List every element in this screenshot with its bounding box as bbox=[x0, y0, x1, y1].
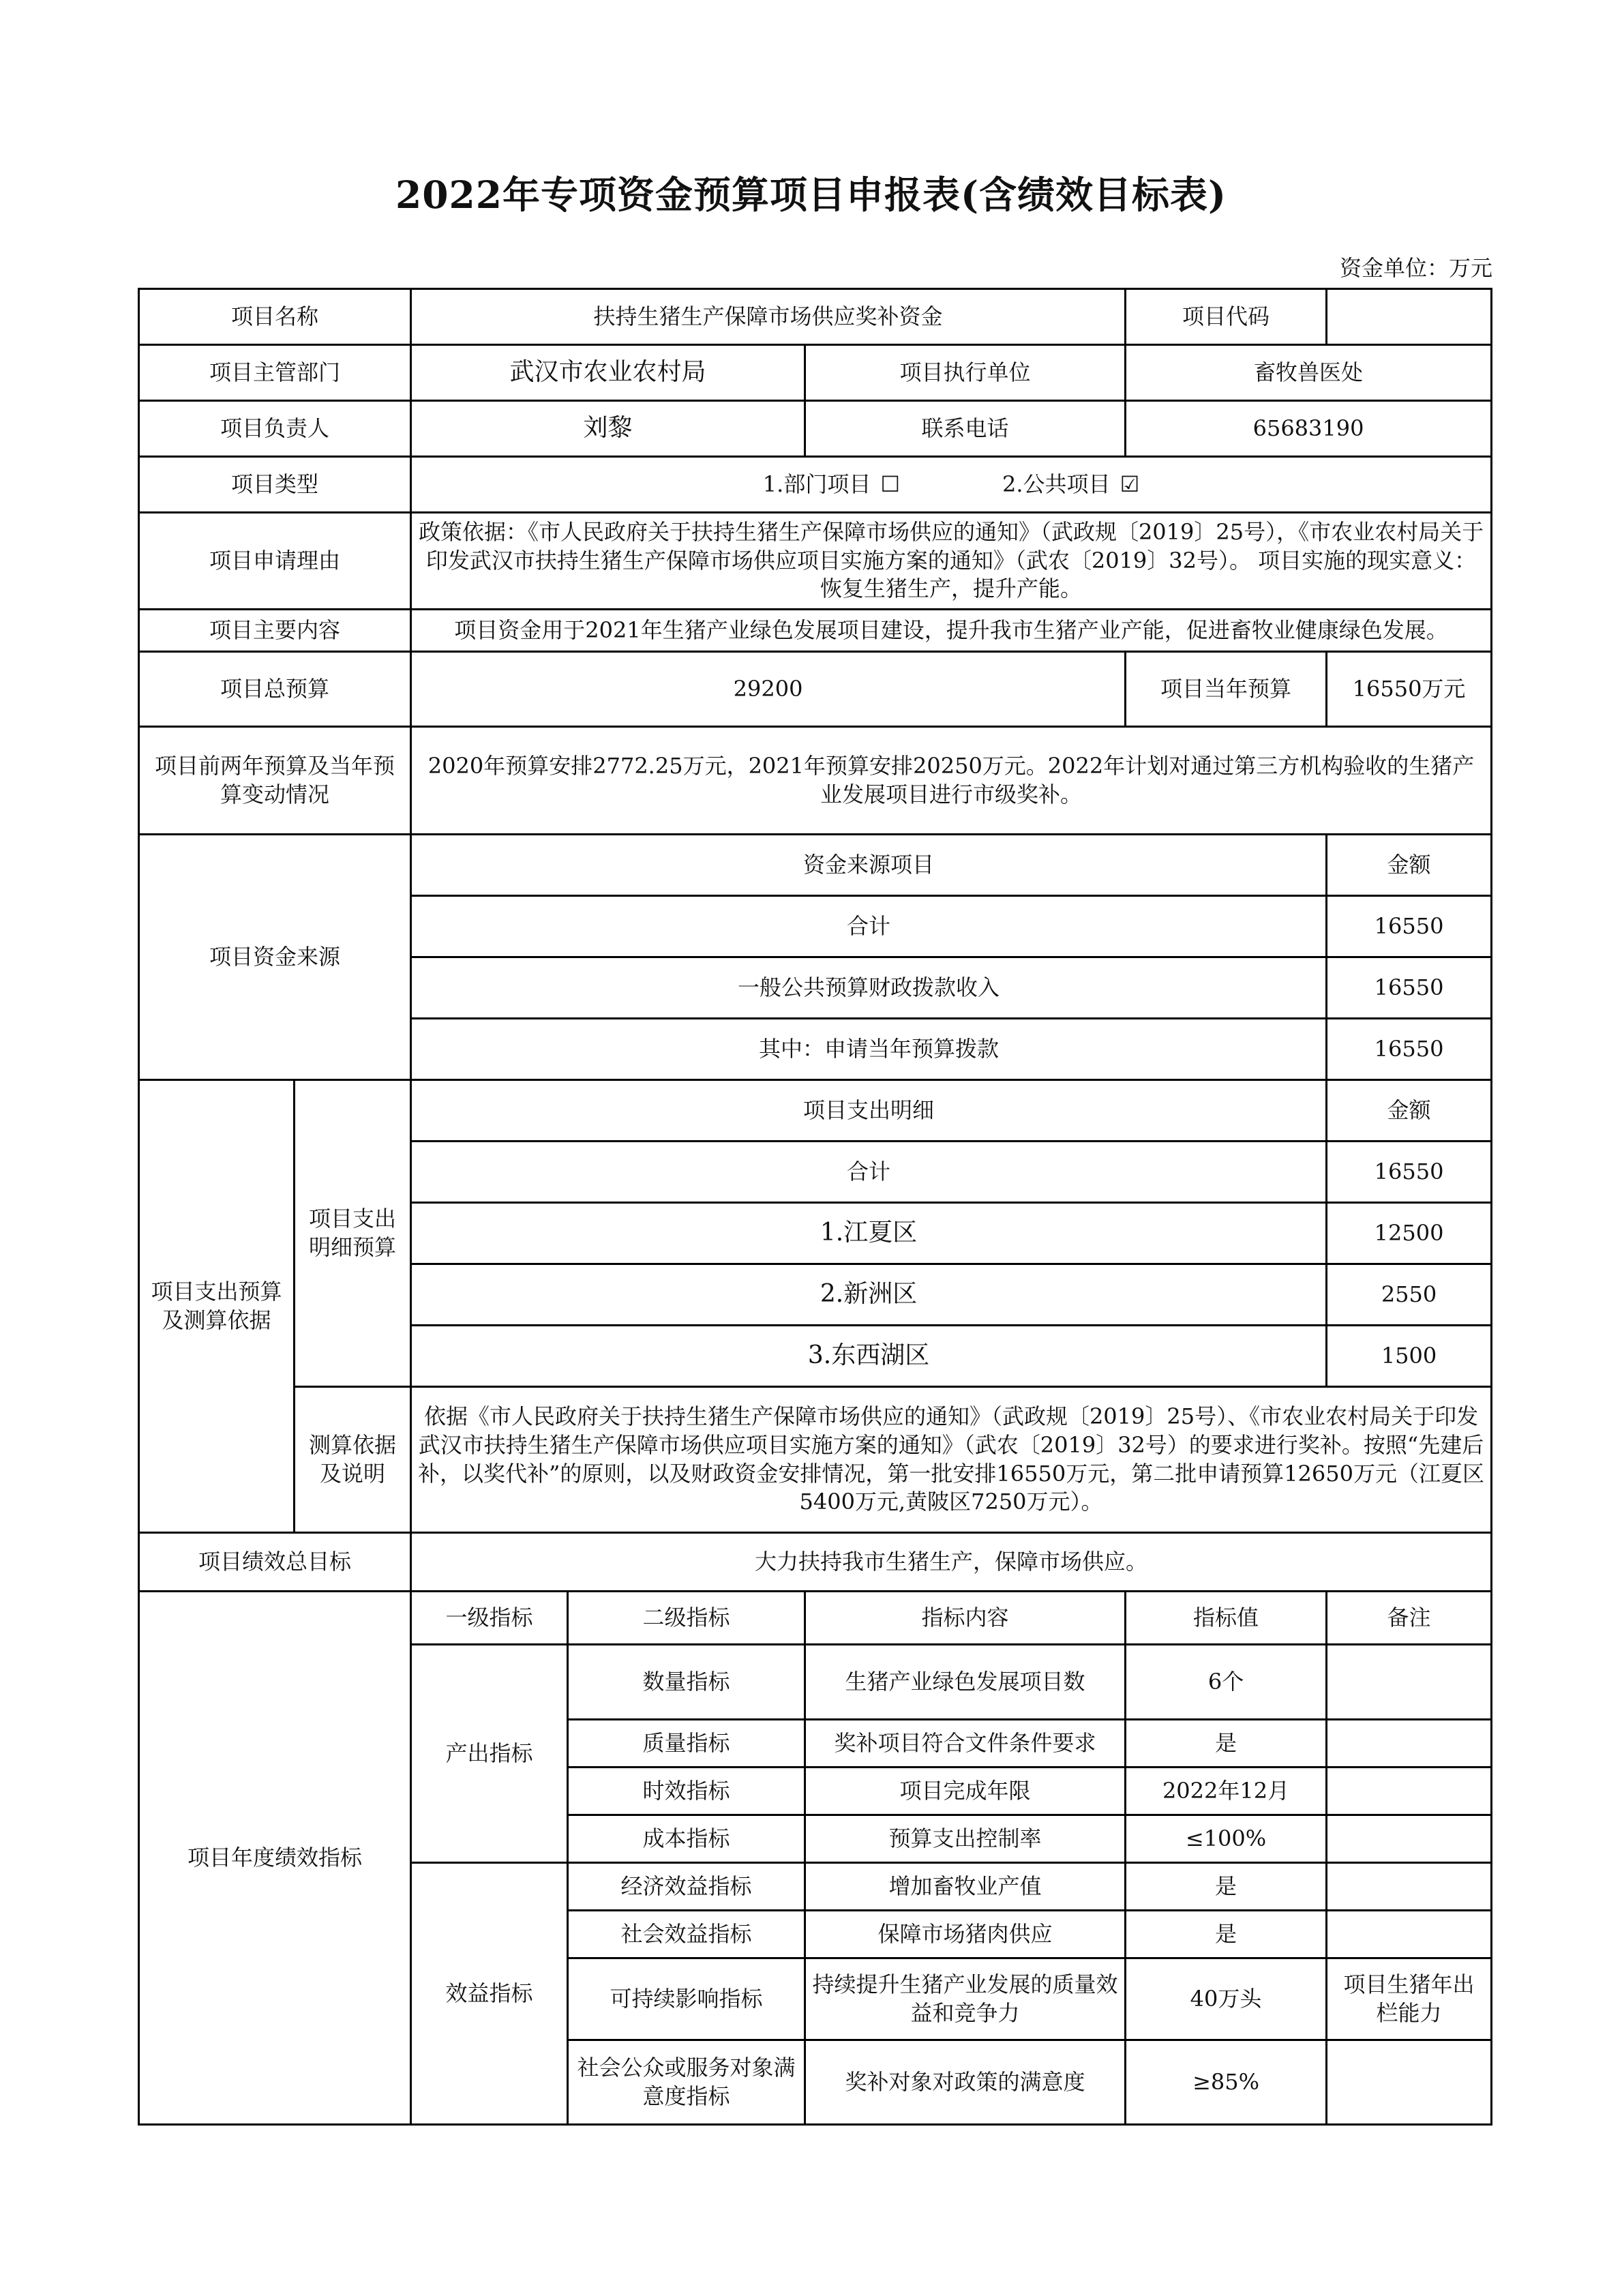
indicator-header: 二级指标 bbox=[568, 1592, 805, 1645]
goal-value: 大力扶持我市生猪生产，保障市场供应。 bbox=[411, 1533, 1492, 1592]
fund-source-row: 合计 bbox=[411, 896, 1327, 957]
goal-label: 项目绩效总目标 bbox=[139, 1533, 411, 1592]
reason-value: 政策依据：《市人民政府关于扶持生猪生产保障市场供应的通知》（武政规〔2019〕25号），《市农业农村局关于印发武汉市扶持生猪生产保障市场供应项目实施方案的通知》（武农〔2019〕32号）。 项目实施的现实意义：恢复生猪生产，提升产能。 bbox=[411, 513, 1492, 610]
total-budget-label: 项目总预算 bbox=[139, 652, 411, 727]
expense-label: 项目支出预算及测算依据 bbox=[139, 1080, 295, 1533]
indicator-content: 预算支出控制率 bbox=[805, 1815, 1126, 1863]
expense-row: 3.东西湖区 bbox=[411, 1326, 1327, 1387]
content-label: 项目主要内容 bbox=[139, 610, 411, 652]
indicator-header: 一级指标 bbox=[411, 1592, 568, 1645]
fund-source-amount: 16550 bbox=[1327, 1019, 1492, 1080]
fund-source-amount: 16550 bbox=[1327, 896, 1492, 957]
indicator-note bbox=[1327, 1911, 1492, 1958]
indicator-value: ≤100% bbox=[1126, 1815, 1327, 1863]
phone-label: 联系电话 bbox=[805, 401, 1126, 457]
fund-source-row: 其中：申请当年预算拨款 bbox=[411, 1019, 1327, 1080]
indicator-content: 生猪产业绿色发展项目数 bbox=[805, 1645, 1126, 1720]
phone-value: 65683190 bbox=[1126, 401, 1492, 457]
indicator-content: 项目完成年限 bbox=[805, 1768, 1126, 1815]
fund-source-label: 项目资金来源 bbox=[139, 835, 411, 1080]
indicator-value: 6个 bbox=[1126, 1645, 1327, 1720]
project-name-label: 项目名称 bbox=[139, 289, 411, 345]
fund-source-col-header: 资金来源项目 bbox=[411, 835, 1327, 896]
exec-unit-value: 畜牧兽医处 bbox=[1126, 345, 1492, 401]
indicator-value: 是 bbox=[1126, 1911, 1327, 1958]
page-title: 2022年专项资金预算项目申报表(含绩效目标表) bbox=[395, 173, 1227, 217]
indicator-l2: 时效指标 bbox=[568, 1768, 805, 1815]
application-form bbox=[138, 288, 1492, 2126]
indicator-l2: 数量指标 bbox=[568, 1645, 805, 1720]
currency-unit: 资金单位：万元 bbox=[1339, 255, 1492, 281]
expense-col-header: 项目支出明细 bbox=[411, 1080, 1327, 1142]
type-option-dept: 1.部门项目 bbox=[762, 471, 871, 497]
indicator-header: 备注 bbox=[1327, 1592, 1492, 1645]
indicator-l2: 社会公众或服务对象满意度指标 bbox=[568, 2040, 805, 2125]
checkbox-checked-icon[interactable]: ☑ bbox=[1120, 471, 1140, 497]
indicator-content: 增加畜牧业产值 bbox=[805, 1863, 1126, 1911]
indicators-label: 项目年度绩效指标 bbox=[139, 1592, 411, 2125]
content-value: 项目资金用于2021年生猪产业绿色发展项目建设，提升我市生猪产业产能，促进畜牧业健康绿色发展。 bbox=[411, 610, 1492, 652]
indicator-note bbox=[1327, 1768, 1492, 1815]
indicator-note bbox=[1327, 1645, 1492, 1720]
indicator-l2: 社会效益指标 bbox=[568, 1911, 805, 1958]
expense-row: 1.江夏区 bbox=[411, 1203, 1327, 1264]
prev-budget-label: 项目前两年预算及当年预算变动情况 bbox=[139, 727, 411, 835]
indicator-header: 指标值 bbox=[1126, 1592, 1327, 1645]
year-budget-label: 项目当年预算 bbox=[1126, 652, 1327, 727]
indicator-value: 40万头 bbox=[1126, 1958, 1327, 2040]
fund-amount-col-header: 金额 bbox=[1327, 835, 1492, 896]
expense-amount: 16550 bbox=[1327, 1142, 1492, 1203]
leader-label: 项目负责人 bbox=[139, 401, 411, 457]
indicator-content: 奖补对象对政策的满意度 bbox=[805, 2040, 1126, 2125]
fund-source-row: 一般公共预算财政拨款收入 bbox=[411, 957, 1327, 1019]
expense-amount: 12500 bbox=[1327, 1203, 1492, 1264]
indicator-l2: 成本指标 bbox=[568, 1815, 805, 1863]
expense-row: 2.新洲区 bbox=[411, 1264, 1327, 1326]
exec-unit-label: 项目执行单位 bbox=[805, 345, 1126, 401]
indicator-value: ≥85% bbox=[1126, 2040, 1327, 2125]
basis-value: 依据《市人民政府关于扶持生猪生产保障市场供应的通知》（武政规〔2019〕25号）、《市农业农村局关于印发武汉市扶持生猪生产保障市场供应项目实施方案的通知》（武农〔2019〕32号）的要求进行奖补。按照“先建后补，以奖代补”的原则，以及财政资金安排情况，第一批安排16550万元，第二批申请预算12650万元（江夏区5400万元,黄陂区7250万元）。 bbox=[411, 1387, 1492, 1533]
indicator-note bbox=[1327, 1863, 1492, 1911]
indicator-value: 2022年12月 bbox=[1126, 1768, 1327, 1815]
indicator-note bbox=[1327, 1815, 1492, 1863]
indicator-value: 是 bbox=[1126, 1720, 1327, 1768]
benefit-indicator-label: 效益指标 bbox=[411, 1863, 568, 2125]
indicator-l2: 可持续影响指标 bbox=[568, 1958, 805, 2040]
indicator-content: 奖补项目符合文件条件要求 bbox=[805, 1720, 1126, 1768]
dept-value: 武汉市农业农村局 bbox=[411, 345, 805, 401]
indicator-note bbox=[1327, 1720, 1492, 1768]
indicator-header: 指标内容 bbox=[805, 1592, 1126, 1645]
project-code-label: 项目代码 bbox=[1126, 289, 1327, 345]
type-option-public: 2.公共项目 bbox=[1002, 471, 1111, 497]
leader-value: 刘黎 bbox=[411, 401, 805, 457]
indicator-content: 持续提升生猪产业发展的质量效益和竞争力 bbox=[805, 1958, 1126, 2040]
year-budget-value: 16550万元 bbox=[1327, 652, 1492, 727]
expense-amount: 1500 bbox=[1327, 1326, 1492, 1387]
expense-amount: 2550 bbox=[1327, 1264, 1492, 1326]
indicator-l2: 质量指标 bbox=[568, 1720, 805, 1768]
total-budget-value: 29200 bbox=[411, 652, 1126, 727]
project-code-value bbox=[1327, 289, 1492, 345]
project-name-value: 扶持生猪生产保障市场供应奖补资金 bbox=[411, 289, 1126, 345]
indicator-content: 保障市场猪肉供应 bbox=[805, 1911, 1126, 1958]
project-type-label: 项目类型 bbox=[139, 457, 411, 513]
expense-detail-label: 项目支出明细预算 bbox=[295, 1080, 411, 1387]
indicator-note bbox=[1327, 2040, 1492, 2125]
expense-row: 合计 bbox=[411, 1142, 1327, 1203]
prev-budget-value: 2020年预算安排2772.25万元，2021年预算安排20250万元。2022年计划对通过第三方机构验收的生猪产业发展项目进行市级奖补。 bbox=[411, 727, 1492, 835]
basis-label: 测算依据及说明 bbox=[295, 1387, 411, 1533]
output-indicator-label: 产出指标 bbox=[411, 1645, 568, 1863]
indicator-l2: 经济效益指标 bbox=[568, 1863, 805, 1911]
dept-label: 项目主管部门 bbox=[139, 345, 411, 401]
fund-source-amount: 16550 bbox=[1327, 957, 1492, 1019]
indicator-value: 是 bbox=[1126, 1863, 1327, 1911]
project-type-options bbox=[411, 457, 1492, 513]
expense-amount-col-header: 金额 bbox=[1327, 1080, 1492, 1142]
reason-label: 项目申请理由 bbox=[139, 513, 411, 610]
indicator-note: 项目生猪年出栏能力 bbox=[1327, 1958, 1492, 2040]
checkbox-unchecked-icon[interactable]: ☐ bbox=[880, 471, 901, 497]
